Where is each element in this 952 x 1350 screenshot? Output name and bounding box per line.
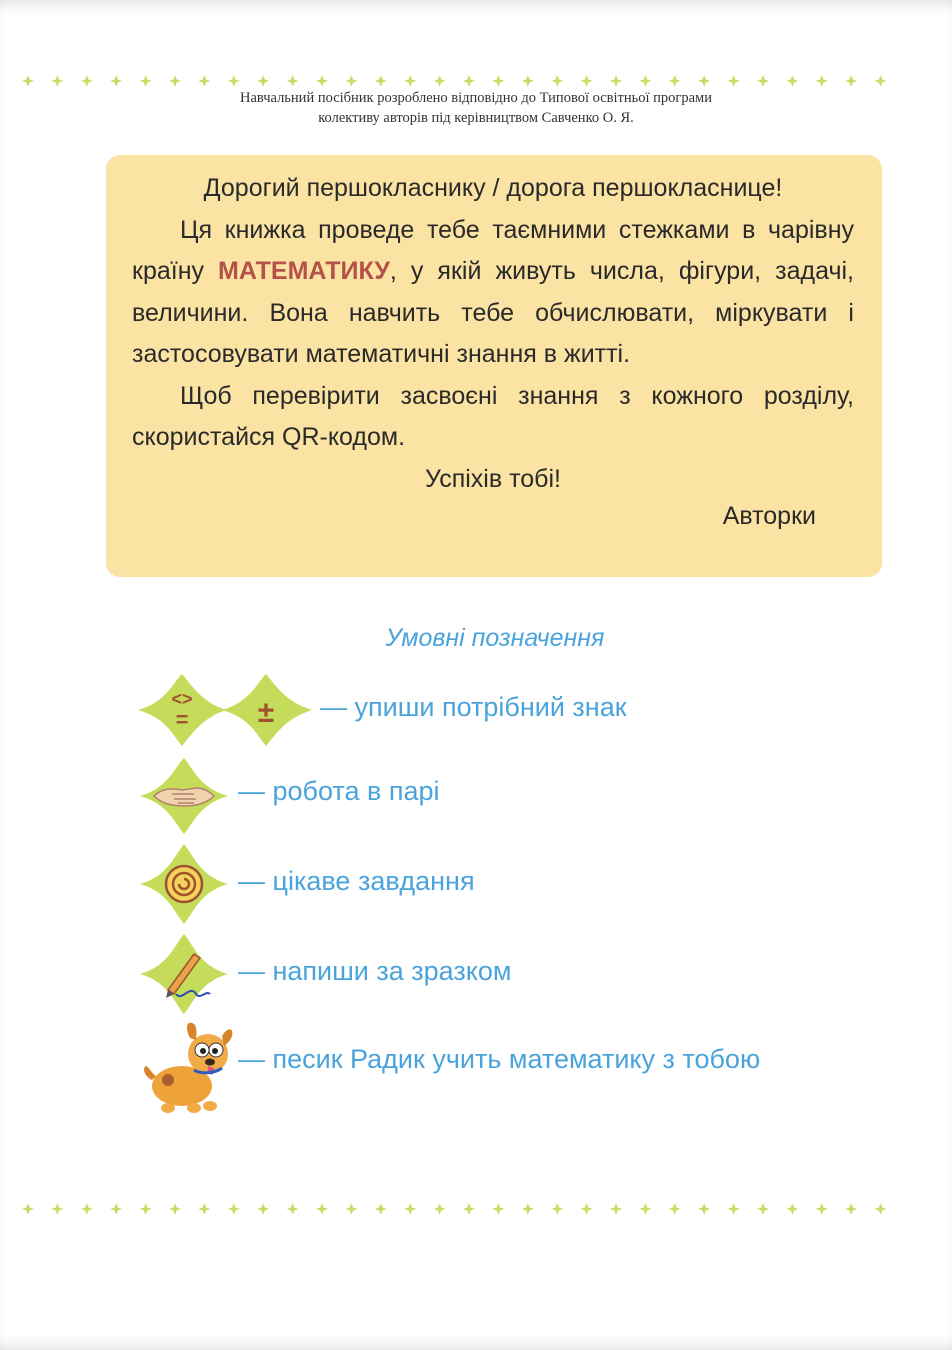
divider-sparkle <box>375 75 387 87</box>
divider-sparkle <box>228 1203 240 1215</box>
divider-sparkle <box>22 1203 34 1215</box>
divider-sparkle <box>757 75 769 87</box>
divider-sparkle <box>551 75 563 87</box>
legend-row-signs <box>0 668 952 758</box>
divider-sparkle <box>728 1203 740 1215</box>
divider-sparkle <box>757 1203 769 1215</box>
compare-sign-text: <> <box>171 689 193 709</box>
divider-sparkle <box>610 1203 622 1215</box>
divider-sparkle <box>816 1203 828 1215</box>
divider-sparkle <box>492 75 504 87</box>
legend-row-sample <box>0 932 952 1022</box>
divider-sparkle <box>669 1203 681 1215</box>
header-note-line-2: колективу авторів під керівництвом Савченко О. Я. <box>318 110 634 126</box>
divider-sparkle <box>845 1203 857 1215</box>
divider-sparkle <box>816 75 828 87</box>
divider-sparkle <box>51 75 63 87</box>
divider-sparkle <box>198 1203 210 1215</box>
plus-minus-sign-text: ± <box>257 696 275 729</box>
divider-sparkle <box>51 1203 63 1215</box>
divider-sparkle <box>81 1203 93 1215</box>
bottom-dot-divider <box>20 1200 890 1218</box>
divider-sparkle <box>345 75 357 87</box>
divider-sparkle <box>198 75 210 87</box>
divider-sparkle <box>669 75 681 87</box>
divider-sparkle <box>463 1203 475 1215</box>
divider-sparkle <box>698 75 710 87</box>
letter-text <box>132 168 854 538</box>
legend-row-interesting <box>0 842 952 932</box>
compare-signs-icon <box>136 672 314 748</box>
legend-title: Умовні позначення <box>385 624 605 652</box>
divider-sparkle <box>610 75 622 87</box>
dog-radik-icon <box>138 1020 238 1120</box>
divider-sparkle <box>786 1203 798 1215</box>
divider-sparkle <box>169 75 181 87</box>
maze-icon <box>138 842 230 926</box>
divider-sparkle <box>287 1203 299 1215</box>
divider-sparkle <box>110 1203 122 1215</box>
divider-sparkle <box>845 75 857 87</box>
divider-sparkle <box>434 1203 446 1215</box>
divider-sparkle <box>492 1203 504 1215</box>
divider-sparkle <box>257 75 269 87</box>
legend-text-sample: — напиши за зразком <box>238 956 512 986</box>
divider-sparkle <box>434 75 446 87</box>
legend-text-interesting: — цікаве завдання <box>238 866 475 896</box>
divider-sparkle <box>140 1203 152 1215</box>
letter-p1-start: Ця книжка проведе тебе таємними стежками в чарівну країну <box>132 215 854 285</box>
divider-sparkle <box>581 1203 593 1215</box>
divider-sparkle <box>551 1203 563 1215</box>
divider-sparkle <box>639 1203 651 1215</box>
divider-sparkle <box>169 1203 181 1215</box>
legend-row-pair <box>0 752 952 842</box>
pen-icon <box>138 932 230 1016</box>
divider-sparkle <box>345 1203 357 1215</box>
letter-wish: Успіхів тобі! <box>425 464 561 493</box>
legend-text-dog: — песик Радик учить математику з тобою <box>238 1044 761 1074</box>
divider-sparkle <box>140 75 152 87</box>
divider-sparkle <box>257 1203 269 1215</box>
divider-sparkle <box>81 75 93 87</box>
divider-sparkle <box>110 75 122 87</box>
divider-sparkle <box>316 1203 328 1215</box>
divider-sparkle <box>786 75 798 87</box>
divider-sparkle <box>639 75 651 87</box>
divider-sparkle <box>728 75 740 87</box>
divider-sparkle <box>316 75 328 87</box>
letter-p1-end: , у якій живуть числа, фігури, задачі, величини. Вона навчить тебе обчислювати, міркувати і застосовувати математичні знання в житті. <box>132 257 854 368</box>
divider-sparkle <box>522 75 534 87</box>
letter-greeting: Дорогий першокласнику / дорога першокласнице! <box>203 174 783 202</box>
letter-accent-word: МАТЕМАТИКУ <box>218 257 390 285</box>
divider-sparkle <box>522 1203 534 1215</box>
letter-signature: Авторки <box>722 502 816 530</box>
divider-sparkle <box>404 1203 416 1215</box>
divider-sparkle <box>228 75 240 87</box>
letter-paragraph-2: Щоб перевірити засвоєні знання з кожного розділу, скористайся QR-кодом. <box>132 381 854 451</box>
divider-sparkle <box>287 75 299 87</box>
legend-text-signs: — упиши потрібний знак <box>320 692 627 722</box>
handshake-icon <box>138 756 230 836</box>
divider-sparkle <box>463 75 475 87</box>
legend-row-dog <box>0 1020 952 1110</box>
header-note-line-1: Навчальний посібник розроблено відповідно до Типової освітньої програми <box>240 90 712 106</box>
divider-sparkle <box>581 75 593 87</box>
letter-paragraph-1 <box>132 210 854 376</box>
equal-sign-text: = <box>175 707 189 732</box>
divider-sparkle <box>875 75 887 87</box>
divider-sparkle <box>698 1203 710 1215</box>
legend-text-pair: — робота в парі <box>238 776 440 806</box>
divider-sparkle <box>875 1203 887 1215</box>
divider-sparkle <box>22 75 34 87</box>
divider-sparkle <box>375 1203 387 1215</box>
header-note <box>0 88 952 128</box>
divider-sparkle <box>404 75 416 87</box>
